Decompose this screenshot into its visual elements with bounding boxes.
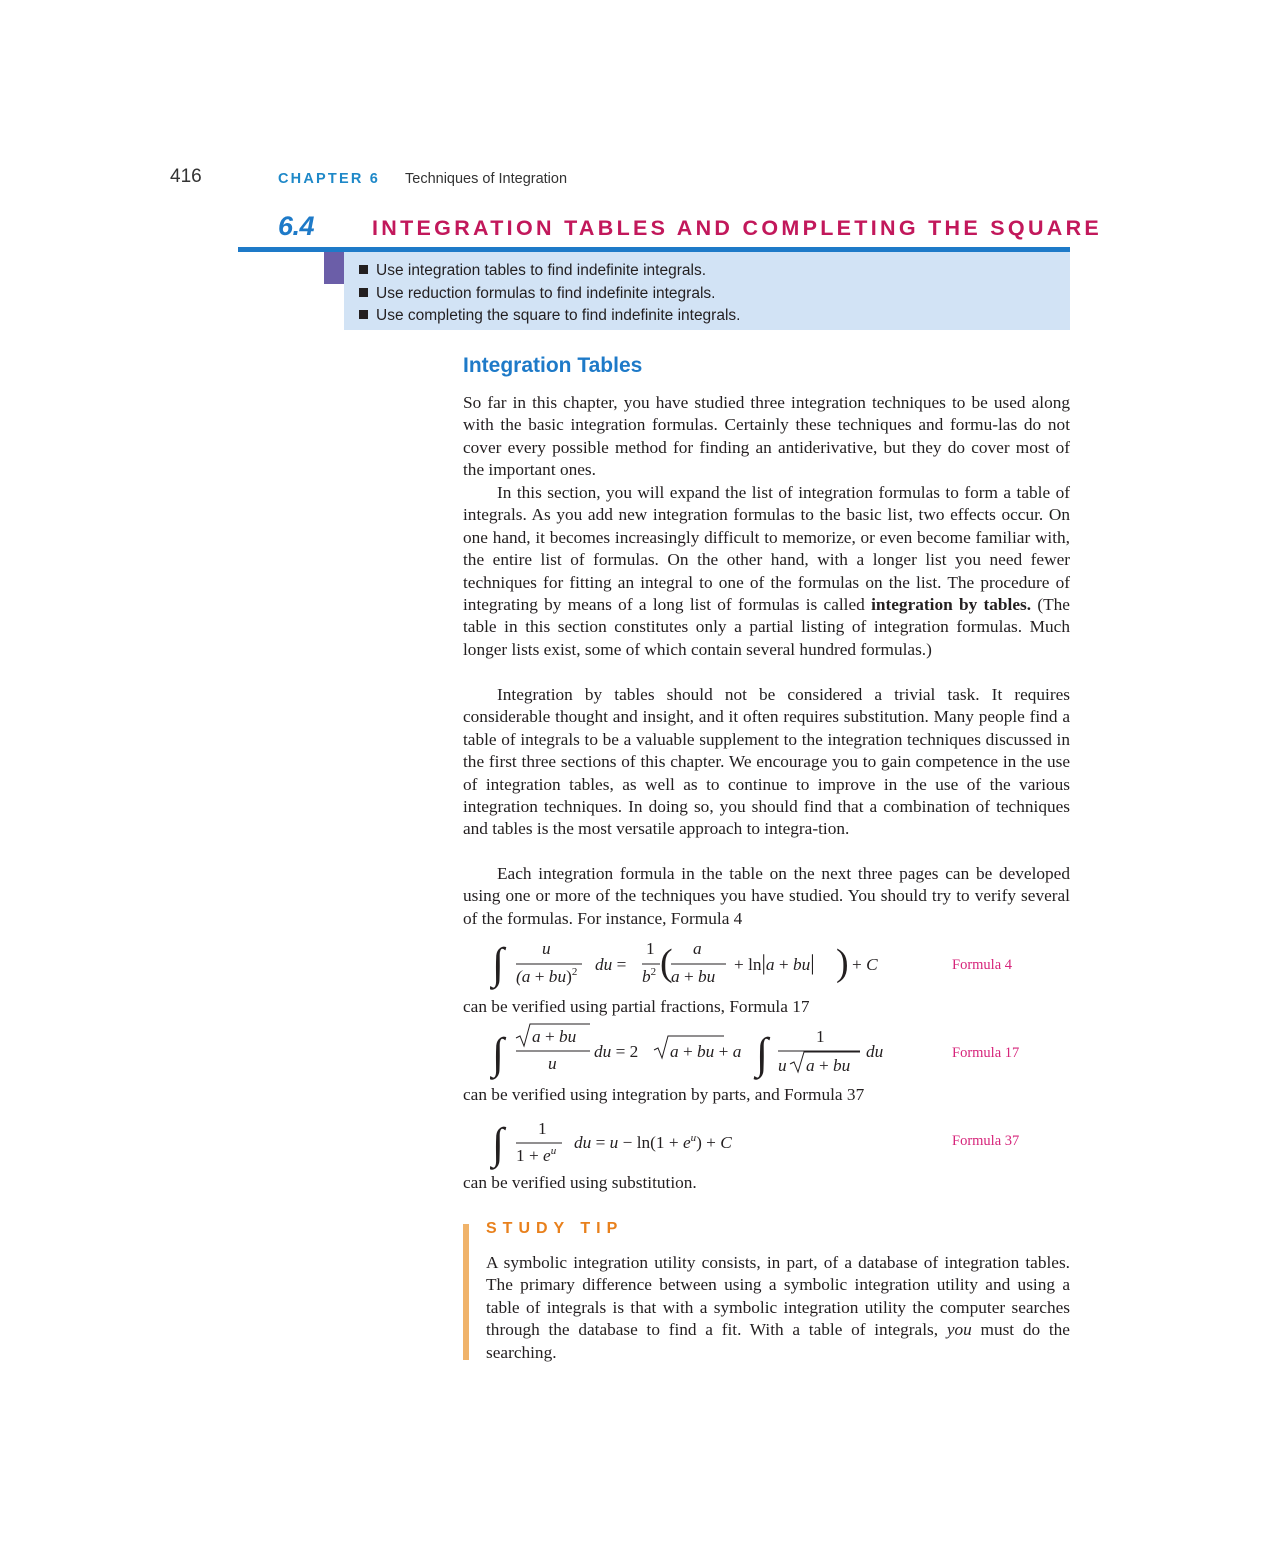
objective-text: Use completing the square to find indefinite integrals. [376, 307, 741, 324]
page-number: 416 [170, 166, 202, 187]
objective-item [359, 260, 1070, 283]
objective-item [359, 283, 1070, 306]
integral-sign: ∫ [492, 1029, 505, 1078]
study-tip-bar [463, 1224, 469, 1360]
section-title: INTEGRATION TABLES AND COMPLETING THE SQUARE [372, 216, 1103, 240]
objectives-tab-marker [324, 252, 344, 284]
svg-text:a: a [693, 939, 702, 958]
svg-text:du =: du = [595, 955, 627, 974]
paragraph-2-text-end: (The table in this section constitutes only a partial listing of integration formulas. Much longer lists exist, some of which contain several hundred formulas.) [463, 595, 1070, 659]
svg-text:b2: $b^2$ [642, 966, 657, 986]
svg-text:du = u − ln(1 + eu) + C: du = $u - \ln(1 + e^u) + C$ [574, 1132, 732, 1152]
svg-text:du: du [866, 1042, 884, 1061]
svg-text:u: u [778, 1056, 787, 1075]
chapter-title: Techniques of Integration [405, 171, 568, 187]
formula-37-equation [490, 1112, 810, 1170]
objective-text: Use integration tables to find indefinite integrals. [376, 262, 707, 279]
chapter-label: CHAPTER 6 [278, 171, 380, 187]
svg-text:du = 2: du = 2 [594, 1042, 639, 1061]
formula-37-label: Formula 37 [952, 1133, 1020, 1149]
svg-text:(: ( [660, 942, 673, 984]
text-after-formula-4: can be verified using partial fractions, Formula 17 [463, 997, 810, 1016]
objectives-box [344, 252, 1070, 330]
subsection-heading: Integration Tables [463, 354, 643, 377]
svg-text:a + bu + a: a + bu + a [670, 1042, 742, 1061]
paragraph-2-text: In this section, you will expand the list of integration formulas to form a table of integrals. As you add new integration formulas to the basic list, two effects occur. On one hand, it becomes increasingly difficult to memorize, or even become familiar with, the entire list of formulas. On the other hand, with a longer list you need fewer techniques for fitting an integral to one of the formulas on the list. The procedure of integrating by means of a long list of formulas is called [463, 483, 1070, 615]
svg-text:): ) [836, 942, 849, 984]
study-tip-text [486, 1252, 1070, 1364]
svg-text:+ ln|a + bu|: + ln|a + bu| [734, 950, 815, 975]
svg-text:1: 1 [646, 939, 655, 958]
bullet-square-icon [359, 288, 368, 297]
study-tip-text-end: must do the searching. [486, 1320, 1070, 1362]
svg-text:a + bu: a + bu [671, 967, 716, 986]
paragraph-4: Each integration formula in the table on the next three pages can be developed using one or more of the techniques you have studied. You should try to verify several of the formulas. For instance, Formula 4 [463, 864, 1070, 928]
svg-text:u: u [548, 1054, 557, 1073]
paragraph-2 [463, 482, 1070, 661]
section-number: 6.4 [278, 211, 315, 241]
formula-4-equation [490, 934, 910, 992]
svg-text:1: 1 [816, 1027, 825, 1046]
study-tip-emphasis: you [946, 1320, 972, 1340]
svg-text:∫: ∫ [756, 1029, 769, 1078]
objective-item [359, 305, 1070, 328]
svg-text:1 + eu: $1 + e^u$ [516, 1145, 557, 1165]
integral-sign: ∫ [492, 939, 505, 988]
formula-17-equation [490, 1022, 910, 1084]
term-integration-by-tables: integration by tables. [871, 595, 1032, 615]
bullet-square-icon [359, 265, 368, 274]
text-after-formula-17: can be verified using integration by parts, and Formula 37 [463, 1085, 865, 1104]
study-tip-title: STUDY TIP [486, 1220, 624, 1237]
svg-text:1: 1 [538, 1119, 547, 1138]
svg-text:a + bu: a + bu [806, 1056, 851, 1075]
formula-4-label: Formula 4 [952, 957, 1013, 973]
objective-text: Use reduction formulas to find indefinite integrals. [376, 284, 716, 302]
svg-text:u: u [542, 939, 551, 958]
integral-sign: ∫ [492, 1119, 505, 1168]
svg-text:a + bu: a + bu [532, 1027, 577, 1046]
paragraph-3: Integration by tables should not be considered a trivial task. It requires considerable thought and insight, and it often requires substitution. Many people find a table of integrals to be a valuable supplement to the integration techniques discussed in the first three sections of this chapter. We encourage you to gain competence in the use of integration tables, as well as to continue to improve in the use of the various integration techniques. In doing so, you should find that a combination of techniques and tables is the most versatile approach to integra-tion. [463, 685, 1070, 839]
text-after-formula-37: can be verified using substitution. [463, 1173, 697, 1192]
bullet-square-icon [359, 310, 368, 319]
objectives-list [344, 252, 1070, 328]
svg-text:+ C: + C [852, 955, 878, 974]
svg-text:(a + bu)2: (a + bu)$^2$ [516, 966, 578, 986]
study-tip-text-start: A symbolic integration utility consists, in part, of a database of integration tables. The primary difference between using a symbolic integration utility and using a table of integrals is that with a symbolic integration utility the computer searches through the database to find a fit. With a table of integrals, [486, 1253, 1070, 1340]
paragraph-1: So far in this chapter, you have studied three integration techniques to be used along with the basic integration formulas. Certainly these techniques and formu-las do not cover every possible method for finding an antiderivative, but they do cover most of the important ones. [463, 393, 1070, 480]
formula-17-label: Formula 17 [952, 1045, 1020, 1061]
